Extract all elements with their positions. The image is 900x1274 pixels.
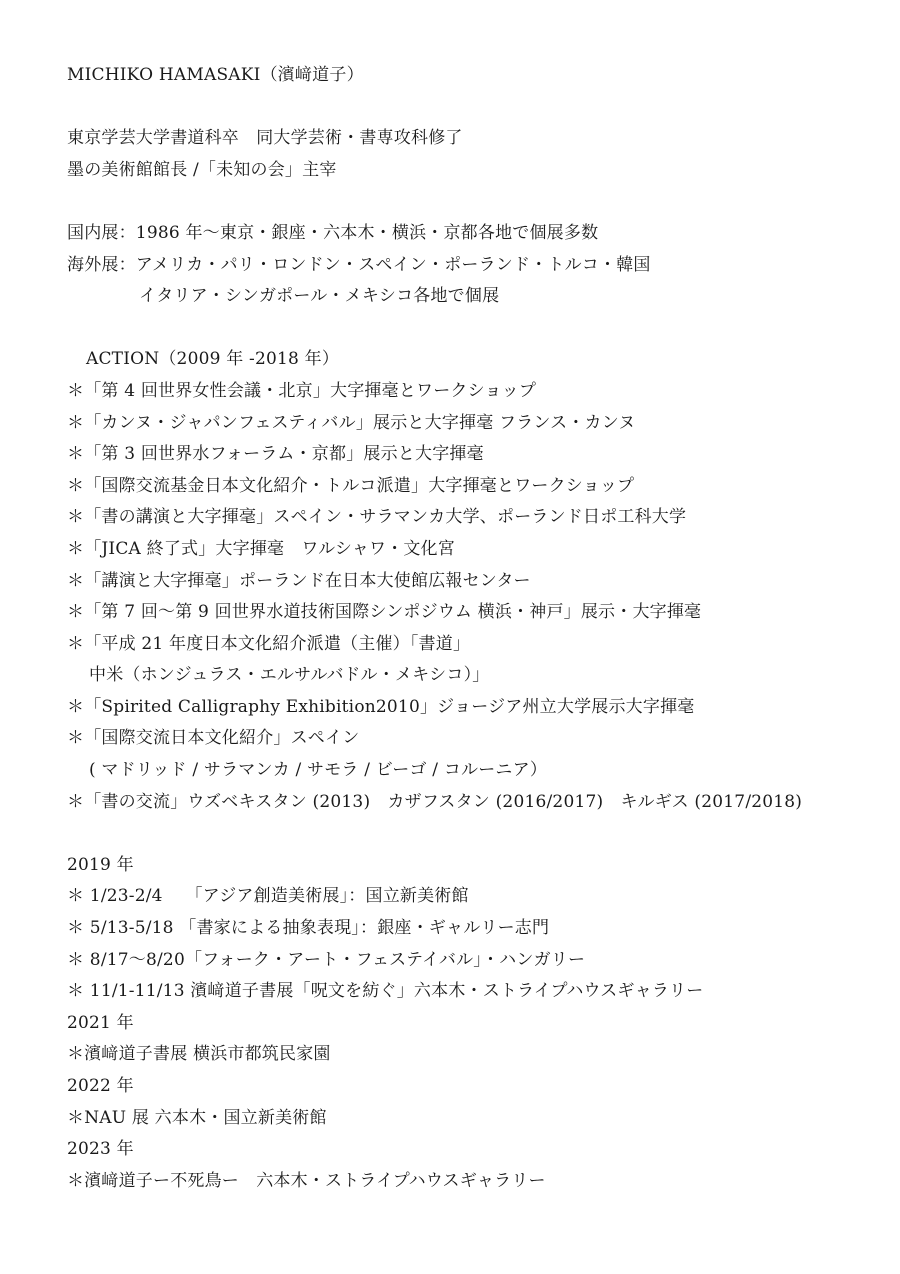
- event-item: ＊濱﨑道子書展 横浜市都筑民家園: [67, 1044, 331, 1065]
- year-heading-2019: 2019 年: [67, 854, 134, 875]
- action-item-continuation: ( マドリッド / サラマンカ / サモラ / ビーゴ / コルーニア）: [89, 760, 548, 781]
- spacer: [67, 313, 867, 345]
- year-heading-2022: 2022 年: [67, 1076, 134, 1096]
- event-item: ＊ 1/23-2/4 「アジア創造美術展」：国立新美術館: [67, 886, 469, 907]
- artist-name: MICHIKO HAMASAKI（濱﨑道子）: [67, 65, 364, 85]
- action-heading: ACTION（2009 年 -2018 年）: [86, 349, 340, 370]
- action-item-continuation: 中米（ホンジュラス・エルサルバドル・メキシコ）」: [89, 665, 490, 686]
- action-item: ＊「平成 21 年度日本文化紹介派遣（主催）「書道」: [67, 633, 471, 654]
- action-item: ＊「書の講演と大字揮毫」スペイン・サラマンカ大学、ポーランド日ポ工科大学: [67, 507, 687, 528]
- profile-document: [67, 60, 867, 1197]
- event-item: ＊ 5/13-5/18 「書家による抽象表現」：銀座・ギャルリー志門: [67, 918, 550, 939]
- overseas-exhibitions-line-2: イタリア・シンガポール・メキシコ各地で個展: [139, 286, 500, 307]
- year-heading-2023: 2023 年: [67, 1139, 134, 1160]
- spacer: [67, 92, 867, 124]
- action-item: ＊「第 3 回世界水フォーラム・京都」展示と大字揮毫: [67, 444, 484, 465]
- spacer: [67, 818, 867, 850]
- action-item: ＊「国際交流日本文化紹介」スペイン: [67, 728, 360, 749]
- year-heading-2021: 2021 年: [67, 1012, 134, 1033]
- action-item: ＊「JICA 終了式」大字揮毫 ワルシャワ・文化宮: [67, 538, 455, 559]
- event-item: ＊濱﨑道子ー不死鳥ー 六本木・ストライプハウスギャラリー: [67, 1170, 546, 1191]
- action-item: ＊「カンヌ・ジャパンフェスティバル」展示と大字揮毫 フランス・カンヌ: [67, 412, 636, 433]
- action-item: ＊「講演と大字揮毫」ポーランド在日本大使館広報センター: [67, 570, 531, 591]
- action-item: ＊「第 4 回世界女性会議・北京」大字揮毫とワークショップ: [67, 380, 537, 401]
- action-item: ＊「第 7 回〜第 9 回世界水道技術国際シンポジウム 横浜・神戸」展示・大字揮毫: [67, 602, 702, 623]
- action-item: ＊「Spirited Calligraphy Exhibition2010」ジョージア州立大学展示大字揮毫: [67, 696, 695, 717]
- event-item: ＊NAU 展 六本木・国立新美術館: [67, 1107, 327, 1128]
- event-item: ＊ 11/1-11/13 濱﨑道子書展「呪文を紡ぐ」六本木・ストライプハウスギャラリー: [67, 981, 704, 1002]
- event-item: ＊ 8/17〜8/20「フォーク・アート・フェステイバル」・ハンガリー: [67, 949, 586, 970]
- overseas-exhibitions-line-1: 海外展：アメリカ・パリ・ロンドン・スペイン・ポーランド・トルコ・韓国: [67, 254, 651, 275]
- spacer: [67, 186, 867, 218]
- roles-line: 墨の美術館館長 /「未知の会」主宰: [67, 159, 337, 180]
- domestic-exhibitions: 国内展：1986 年〜東京・銀座・六本木・横浜・京都各地で個展多数: [67, 222, 599, 243]
- action-item: ＊「書の交流」ウズベキスタン (2013) カザフスタン (2016/2017) キルギス (2017/2018): [67, 791, 803, 812]
- education-line: 東京学芸大学書道科卒 同大学芸術・書専攻科修了: [67, 128, 463, 149]
- action-item: ＊「国際交流基金日本文化紹介・トルコ派遣」大字揮毫とワークショップ: [67, 475, 635, 496]
